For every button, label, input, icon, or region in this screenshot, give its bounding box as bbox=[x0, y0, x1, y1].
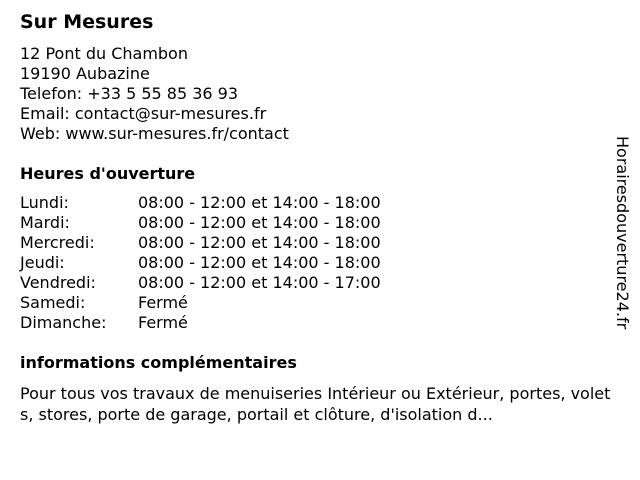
day-hours: 08:00 - 12:00 et 14:00 - 18:00 bbox=[138, 193, 381, 212]
business-name: Sur Mesures bbox=[20, 11, 154, 33]
opening-hours-heading: Heures d'ouverture bbox=[20, 164, 196, 183]
day-label: Mercredi: bbox=[20, 233, 95, 252]
day-label: Vendredi: bbox=[20, 273, 96, 292]
day-label: Mardi: bbox=[20, 213, 70, 232]
hours-row-sunday bbox=[20, 313, 620, 333]
additional-info-heading: informations complémentaires bbox=[20, 353, 297, 372]
email-address: Email: contact@sur-mesures.fr bbox=[20, 104, 267, 123]
street-address: 12 Pont du Chambon bbox=[20, 44, 188, 63]
day-hours: Fermé bbox=[138, 293, 188, 312]
additional-info-text: Pour tous vos travaux de menuiseries Intérieur ou Extérieur, portes, volets, stores, porte de garage, portail et clôture, d'isolation d... bbox=[20, 384, 611, 424]
hours-row-monday bbox=[20, 193, 620, 213]
business-card bbox=[20, 10, 620, 425]
day-hours: 08:00 - 12:00 et 14:00 - 18:00 bbox=[138, 213, 381, 232]
hours-row-tuesday bbox=[20, 213, 620, 233]
hours-row-thursday bbox=[20, 253, 620, 273]
day-hours: 08:00 - 12:00 et 14:00 - 17:00 bbox=[138, 273, 381, 292]
day-label: Lundi: bbox=[20, 193, 69, 212]
opening-hours-table bbox=[20, 193, 620, 333]
day-label: Dimanche: bbox=[20, 313, 107, 332]
address-block bbox=[20, 44, 620, 144]
hours-row-wednesday bbox=[20, 233, 620, 253]
day-label: Jeudi: bbox=[20, 253, 65, 272]
day-hours: Fermé bbox=[138, 313, 188, 332]
hours-row-saturday bbox=[20, 293, 620, 313]
city-postcode: 19190 Aubazine bbox=[20, 64, 150, 83]
day-hours: 08:00 - 12:00 et 14:00 - 18:00 bbox=[138, 233, 381, 252]
hours-row-friday bbox=[20, 273, 620, 293]
day-hours: 08:00 - 12:00 et 14:00 - 18:00 bbox=[138, 253, 381, 272]
website-address: Web: www.sur-mesures.fr/contact bbox=[20, 124, 289, 143]
site-watermark: Horairesdouverture24.fr bbox=[613, 136, 632, 330]
phone-number: Telefon: +33 5 55 85 36 93 bbox=[20, 84, 239, 103]
day-label: Samedi: bbox=[20, 293, 86, 312]
